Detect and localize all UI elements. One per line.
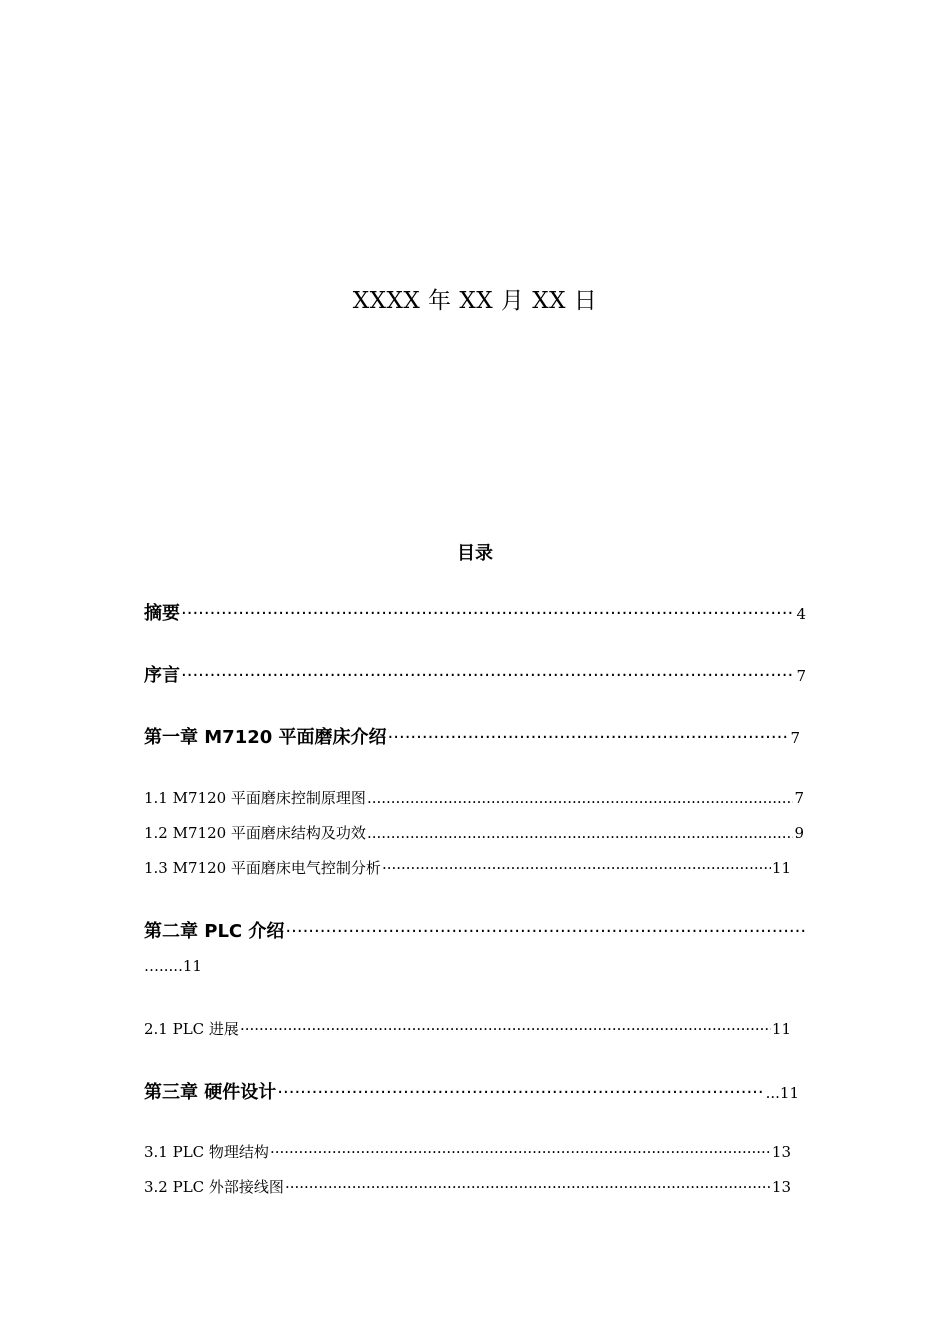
toc-leader (367, 789, 794, 807)
toc-entry-page: 11 (771, 859, 791, 877)
toc-entry-label: 序言 (144, 665, 180, 686)
toc-entry-chapter-2[interactable] (144, 917, 806, 943)
toc-leader (367, 824, 794, 842)
toc-entry-3-2[interactable] (144, 1176, 791, 1197)
toc-entry-page: 11 (182, 957, 202, 975)
toc-entry-1-1[interactable] (144, 787, 804, 808)
toc-entry-label: 3.2 PLC 外部接线图 (144, 1178, 284, 1196)
toc-entry-page: 7 (796, 667, 806, 685)
toc-entry-chapter-1[interactable] (144, 723, 800, 749)
toc-leader (277, 1082, 764, 1103)
toc-leader (382, 859, 771, 877)
toc-leader-continuation: …..... (144, 957, 183, 975)
toc-leader (240, 1020, 771, 1038)
toc-entry-label: 1.3 M7120 平面磨床电气控制分析 (144, 859, 381, 877)
toc-entry-label: 1.1 M7120 平面磨床控制原理图 (144, 789, 366, 807)
toc-leader (181, 665, 795, 686)
toc-entry-chapter-3[interactable] (144, 1078, 799, 1104)
toc-entry-label: 1.2 M7120 平面磨床结构及功效 (144, 824, 366, 842)
toc-entry-page: 13 (771, 1143, 791, 1161)
toc-entry-page: 9 (794, 824, 804, 842)
toc-entry-abstract[interactable] (144, 599, 806, 625)
toc-leader (285, 1178, 771, 1196)
toc-entry-label: 3.1 PLC 物理结构 (144, 1143, 269, 1161)
toc-entry-1-3[interactable] (144, 857, 791, 878)
toc-entry-page: 4 (796, 605, 806, 623)
toc-leader (388, 727, 790, 748)
toc-entry-label: 第一章 M7120 平面磨床介绍 (144, 727, 387, 748)
toc-leader (181, 603, 795, 624)
toc-entry-page: 11 (771, 1020, 791, 1038)
toc-entry-page-prefix: ... (765, 1084, 780, 1102)
toc-entry-label: 摘要 (144, 603, 180, 624)
toc-entry-1-2[interactable] (144, 822, 804, 843)
toc-entry-label: 第二章 PLC 介绍 (144, 921, 285, 942)
toc-entry-2-1[interactable] (144, 1018, 791, 1039)
toc-title: 目录 (457, 543, 493, 564)
toc-entry-page: 13 (771, 1178, 791, 1196)
toc-entry-page: 7 (794, 789, 804, 807)
toc-entry-label: 第三章 硬件设计 (144, 1082, 277, 1103)
toc-entry-preface[interactable] (144, 661, 806, 687)
cover-date: XXXX 年 XX 月 XX 日 (352, 288, 598, 314)
toc-entry-chapter-2-continuation[interactable] (144, 957, 202, 975)
toc-entry-label: 2.1 PLC 进展 (144, 1020, 239, 1038)
toc-leader (270, 1143, 771, 1161)
toc-leader (285, 921, 805, 942)
toc-entry-page: 11 (779, 1084, 799, 1102)
toc-entry-page: 7 (790, 729, 800, 747)
toc-entry-3-1[interactable] (144, 1141, 791, 1162)
